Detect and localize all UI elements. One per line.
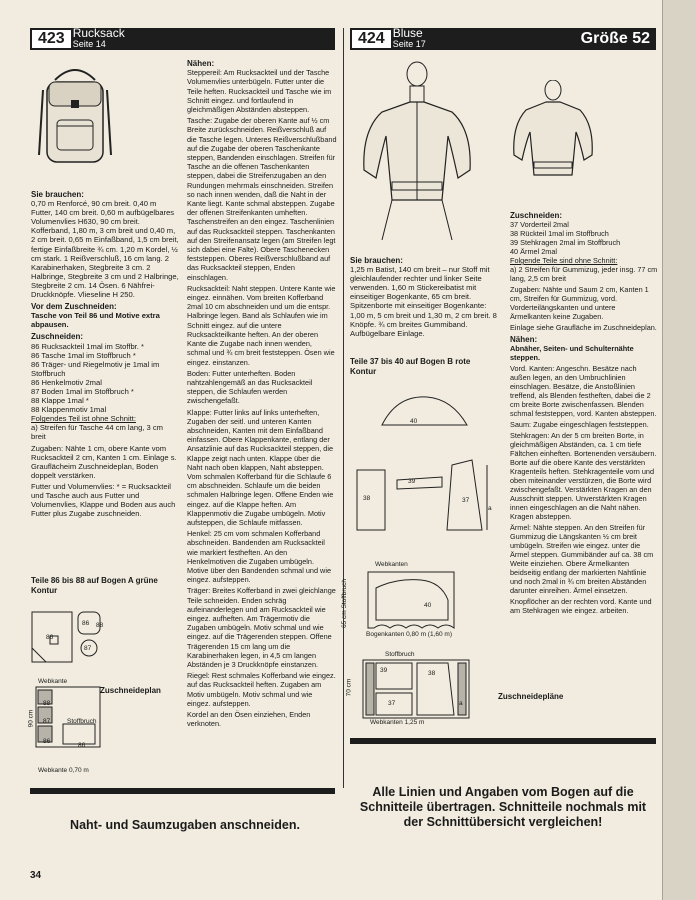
vor-zuschneiden-text: Tasche von Teil 86 und Motive extra abpausen. [31,311,160,330]
pattern-number: 423 [32,30,71,48]
banner-423 [30,28,335,50]
naehen-step: Rucksackteil: Naht steppen. Untere Kante wie eingez. einnähen. Vom breiten Kofferband 2mal 10 cm abschneiden und um die entspr. Halbringe legen. Band als Schlaufen wie im Schnitt eingez. auf die untere Rucksackteilkante heften. An der oberen Kante die Zugabe nach innen wenden, schmal und ¾ cm breit feststeppen. Ösen wie eingez. einstanzen. [187,283,336,367]
naehen-step: Stehkragen: An der 5 cm breiten Borte, in gleichmäßigen Abständen, ca. 1 cm tiefe Fältchen einheften. Bortenenden versäubern. Borte auf die obere Kante des verstärkten Kragenteils heften. Stehkragenteile vorn und oben miteinander verstürzen, die Borte wird zwischengefaßt. Verstärkten Kragen an den Ausschnitt steppen. Unverstärkten Kragen innen eingeschlagen an die Naht nähen. Kragen absteppen. [510,431,657,521]
plan-86: 86 [43,738,51,745]
pattern-seite: Seite 17 [392,39,426,49]
plan-86b: 86 [78,742,86,749]
heading-vor-zuschneiden: Vor dem Zuschneiden: [31,302,117,312]
materials-text: 1,25 m Batist, 140 cm breit – nur Stoff mit gleichlaufender rechter und linker Seite verwenden. 1,60 m Stickereibatist mit einseitiger Bogenkante, 65 cm breit. Spitzenborte mit einseitiger Bogenkante: 1,00 m, 5 cm breit und 1,30 m, 2 cm breit. 8 Knöpfe. ¾ cm breites Gummiband. Aufbügelbare Einlage. [350,265,497,338]
piece-88-label: 88 [96,622,104,629]
zuschneideplan-caption: Zuschneideplan [100,686,161,695]
plan2-bottom: Webkanten 1,25 m [370,719,425,726]
footer-423: Naht- und Saumzugaben anschneiden. [70,818,300,832]
piece-40-label: 40 [410,418,418,425]
column-divider [343,28,344,788]
cut-list-item: 88 Klappe 1mal * [31,396,89,406]
cut-list-item: 88 Klappenmotiv 1mal [31,405,107,415]
col-424-left [350,253,500,340]
naehen-step: Ärmel: Nähte steppen. An den Streifen für Gummizug die Längskanten ½ cm breit umbügeln. Streifen wie eingez. unter die Ärmel steppen. Gummibänder auf ca. 38 cm Weite einziehen. Obere Ärmelkanten beidseitig entlang der markierten Nahtlinie und noch 2mal in ¾ cm breiten Abständen darunter einreihen. Ärmel einsetzen. [510,523,654,595]
page-number: 34 [30,870,42,881]
ohne-schnitt: Folgende Teile sind ohne Schnitt: [510,256,618,265]
zugaben-text: Zugaben: Nähte und Saum 2 cm, Kanten 1 cm, Streifen für Gummizug, vord. Vorderteilängskanten und untere Ärmelkanten keine Zugaben. [510,285,649,321]
plan2-dim: 70 cm [345,678,353,697]
pattern-title: Bluse [392,26,423,40]
piece-a-label: a [488,505,492,512]
pattern-name [393,28,426,50]
heading-zuschneiden: Zuschneiden: [510,211,563,220]
ohne-schnitt-a: a) Streifen für Tasche 44 cm lang, 3 cm breit [31,423,163,442]
materials-text: 0,70 m Renforcé, 90 cm breit. 0,40 m Futter, 140 cm breit. 0,60 m aufbügelbares Volumenvlies H630, 90 cm breit. Kofferband, 1,80 m, 3 cm breit und 0,40 m, 2 cm breit. 0,65 m Einfaßband, 1,5 cm breit, fertige Einfaßbreite ¾ cm. 1,20 m Kordel, ½ cm stark. 1 Reißverschluß, 16 cm lang. 2 Karabinerhaken, Stegbreite 3 cm. 2 Halbringe, Stegbreite 3 cm und 2 Halbringe, Stegbreite 2 cm. 14 Ösen. 6 Nähfrei-Druckknöpfe. Vlieseline H 250. [31,199,179,300]
footer-rule-left [30,788,335,794]
heading-zuschneiden: Zuschneiden: [31,332,84,342]
ohne-schnitt: Folgendes Teil ist ohne Schnitt: [31,414,136,424]
cut-list-item: 86 Tasche 1mal im Stoffbruch * [31,350,136,360]
cut-list-item: 40 Ärmel 2mal [510,247,558,256]
heading-brauchen: Sie brauchen: [31,190,84,199]
teile-caption-424: Teile 37 bis 40 auf Bogen B rote Kontur [350,357,471,376]
piece-37-label: 37 [462,497,470,504]
naehen-sub: Abnäher, Seiten- und Schulternähte steppen. [510,344,634,362]
pattern-name [73,28,125,50]
next-page-edge [662,0,696,900]
plan2-37: 37 [388,700,396,707]
footer-424: Alle Linien und Angaben vom Bogen auf die Schnitteile übertragen. Schnitteile nochmals mit der Schnittübersicht vergleichen! [359,785,647,829]
naehen-step: Kordel an den Ösen einziehen, Enden verknoten. [187,710,311,729]
blouse-back-illustration [508,80,598,200]
pattern-title: Rucksack [72,26,125,40]
footer-rule-right [350,738,656,744]
plan2-stoffbruch: Stoffbruch [385,651,415,658]
plan1-bottom: Bogenkanten 0,80 m (1,60 m) [366,631,452,638]
zugaben-text: Zugaben: Nähte 1 cm, obere Kante vom Rucksackteil 2 cm, Kanten 1 cm. Einlage s. Grauflächeim Zuschneideplan, Boden doppelt verstärken. [31,443,177,480]
plan-webkante-top: Webkante [38,678,68,685]
plan-width: Webkante 0,70 m [38,767,89,774]
cut-list-item: 86 Träger- und Riegelmotiv je 1mal im Stoffbruch [31,359,160,378]
rucksack-illustration [35,60,115,170]
piece-86-label: 86 [46,634,54,641]
plan-90cm: 90 cm [27,709,35,728]
naehen-step: Klappe: Futter links auf links unterheften, Zugaben der seitl. und unteren Kanten abschneiden, Kanten mit dem Einfaßband einfassen. Obere Klappenkante, entlang der Ansatzlinie auf das Rucksackteil steppen, die Klappe zeigt nach unten. Klappe über die Naht nach oben klappen, Naht absteppen. Vom schmalen Kofferband für die Schlaufe 6 cm abschneiden. Schlaufe um die beiden schmalen Halbringe legen. Offene Enden wie eingez. auf die Klappe heften. Am Klappenmotiv die Zugabe umbügeln. Motiv aufsteppen, die Schlaufe mitfassen. [187,407,334,527]
plan2-a: a [459,700,463,707]
plan-stoffbruch: Stoffbruch [67,718,97,725]
cut-list-item: 86 Rucksackteil 1mal im Stoffbr. * [31,341,144,351]
size-label: Größe 52 [580,30,650,47]
heading-naehen: Nähen: [187,59,215,68]
naehen-step: Saum: Zugabe eingeschlagen feststeppen. [510,420,649,429]
piece-87-label: 87 [84,645,92,652]
naehen-step: Träger: Breites Kofferband in zwei gleichlange Teile schneiden. Enden schräg aufeinanderlegen und am Rucksackteil wie eingez. aufheften. Am Trägermotiv die Zugaben umbügeln. Motiv schmal und wie eingez. auf die Trägerenden steppen. Offene Trägerenden 15 cm lang um die Karabinerhaken legen, in 4,5 cm langen Abständen je 3 Druckknöpfe einstanzen. [187,586,336,669]
naehen-step: Vord. Kanten: Angeschn. Besätze nach außen legen, an den Umbruchlinien einschlagen. Besätze, die Anstoßlinien treffend, als Blenden festheften, dabei die 2 cm breite Borte zwischenfassen. Blenden schmal feststeppen, vord. Kanten absteppen. [510,364,657,418]
banner-424 [350,28,656,50]
cut-list-item: 86 Henkelmotiv 2mal [31,377,102,387]
naehen-step: Boden: Futter unterheften. Boden nahtzahlengemäß an das Rucksackteil steppen, die Schlaufen werden zwischengefaßt. [187,368,313,406]
zuschneideplaene-caption: Zuschneidepläne [498,692,564,701]
cutting-plan-424-2 [362,659,470,719]
cut-list-item: 87 Boden 1mal im Stoffbruch * [31,386,134,396]
teile-caption-423: Teile 86 bis 88 auf Bogen A grüne Kontur [31,576,158,595]
pattern-pieces-424 [352,385,502,535]
plan1-40: 40 [424,602,432,609]
pattern-seite: Seite 14 [72,39,106,49]
piece-86b-label: 86 [82,620,90,627]
plan1-dim: 65 cm Stoffbruch [341,578,349,629]
blouse-front-illustration [352,60,482,240]
pattern-number: 424 [352,30,391,48]
plan2-39: 39 [380,667,388,674]
einlage-text: Einlage siehe Graufläche im Zuschneideplan. [510,323,657,332]
naehen-step: Riegel: Rest schmales Kofferband wie eingez. auf das Rucksackteil heften. Zugaben am Motiv umbügeln. Motiv schmal und wie eingez. aufsteppen. [187,671,336,708]
piece-38-label: 38 [363,495,371,502]
heading-naehen: Nähen: [510,335,538,344]
plan-88: 88 [43,700,51,707]
cutting-plan-424-1 [366,570,456,630]
plan2-38: 38 [428,670,436,677]
naehen-step: Tasche: Zugabe der oberen Kante auf ½ cm Breite zurückschneiden. Reißverschluß auf die Tasche legen. Unteres Reißverschlußband auf die Zugabe der oberen Taschenkante steppen, Bandenden einschlagen. Streifen für Tasche an die offenen Taschenkanten steppen, dabei die Streifenzugaben an den Rundungen mehrmals einschneiden. Streifen so nach innen wenden, daß die Naht in der Kante liegt. Kante schmal absteppen. Zugabe der offenen Streifenkanten umheften. Taschenstreifen an den eingez. Taschenlinien auf das Rucksackteil steppen. Taschenkanten auf den Streifenansatz legen (am Streifen legt sich dabei eine Falte). Obere Taschenecken feststeppen. Oberes Reißverschlußband auf das Rucksackteil steppen, Enden einschlagen. [187,116,337,282]
plan1-webkanten: Webkanten [375,561,408,568]
cut-list-item: 39 Stehkragen 2mal im Stoffbruch [510,238,621,247]
col-423-naehen [187,56,337,730]
col-424-right [510,208,658,617]
futter-text: Futter und Volumenvlies: * = Rucksackteil und Tasche auch aus Futter und Volumenvlies, Klappe und Boden aus auch Futter plus Zugabe zuschneiden. [31,481,176,519]
naehen-step: Knopflöcher an der rechten vord. Kante und am Stehkragen wie eingez. arbeiten. [510,597,652,615]
cut-list-item: 37 Vorderteil 2mal [510,220,569,229]
piece-39-label: 39 [408,478,416,485]
naehen-step: Steppereil: Am Rucksackteil und der Tasche Volumenvlies unterbügeln. Futter unter die Teile heften. Rucksackteil und Tasche wie im Schnitt eingez. und fortlaufend in gleichmäßigen Abständen absteppen. [187,68,332,115]
ohne-schnitt-a: a) 2 Streifen für Gummizug, jeder insg. 77 cm lang, 2,5 cm breit [510,265,658,283]
cut-list-item: 38 Rückteil 1mal im Stoffbruch [510,229,609,238]
heading-brauchen: Sie brauchen: [350,256,403,265]
col-423-left [31,187,179,520]
plan-87: 87 [43,718,51,725]
naehen-step: Henkel: 25 cm vom schmalen Kofferband abschneiden. Bandenden am Rucksackteil wie markiert festheften. An den Henkelmotiven die Zugaben umbügeln. Motive über den Bandenden schmal und wie eingez. aufsteppen. [187,529,332,585]
